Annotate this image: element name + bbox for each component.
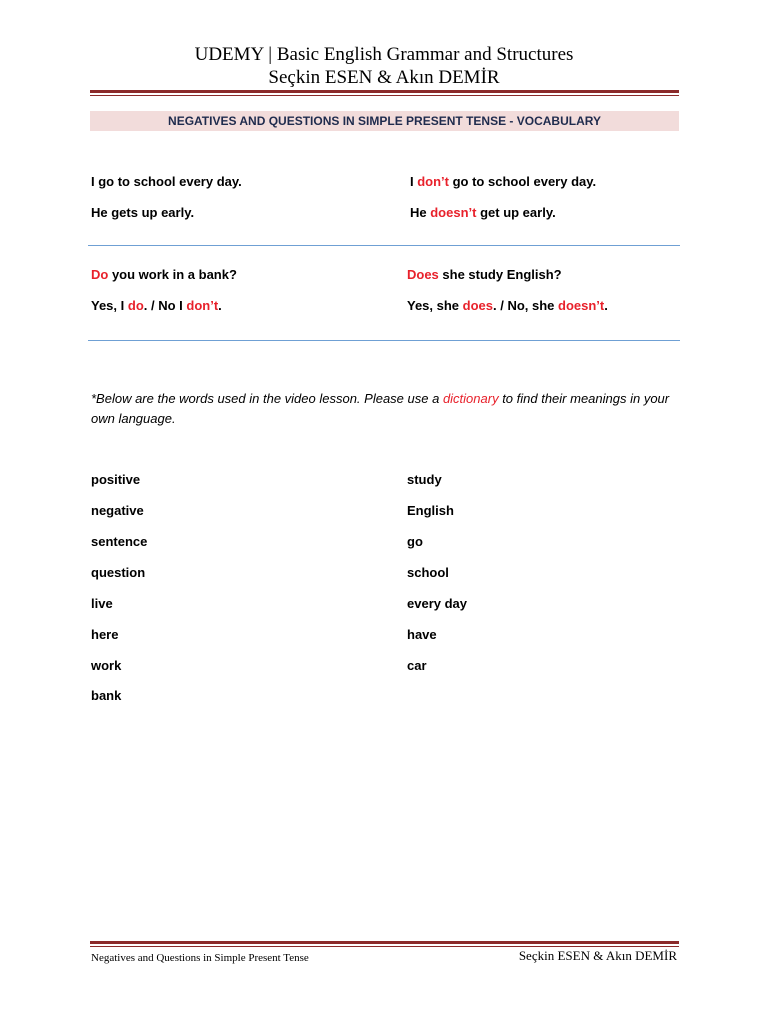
footer-rule-thick bbox=[90, 941, 679, 944]
affirmative-sentence-1: I go to school every day. bbox=[91, 174, 242, 189]
vocab-word: here bbox=[91, 627, 119, 642]
negative-keyword: don’t bbox=[417, 174, 449, 189]
question-do: Do you work in a bank? bbox=[91, 267, 237, 282]
vocab-word: live bbox=[91, 596, 113, 611]
footer-authors: Seçkin ESEN & Akın DEMİR bbox=[518, 948, 677, 963]
footer-rule-thin bbox=[90, 946, 679, 947]
header-rule-thin bbox=[90, 95, 679, 96]
question-does: Does she study English? bbox=[407, 267, 562, 282]
section-banner: NEGATIVES AND QUESTIONS IN SIMPLE PRESENT TENSE - VOCABULARY bbox=[90, 111, 679, 131]
negative-sentence-2: He doesn’t get up early. bbox=[410, 205, 556, 220]
footer-title: Negatives and Questions in Simple Present Tense bbox=[91, 952, 309, 964]
vocab-word: bank bbox=[91, 688, 122, 703]
vocab-word: work bbox=[91, 658, 122, 673]
vocab-word: question bbox=[91, 565, 146, 580]
divider-line bbox=[88, 340, 680, 341]
document-title: UDEMY | Basic English Grammar and Structures bbox=[194, 44, 574, 65]
instruction-note: *Below are the words used in the video lesson. Please use a dictionary to find their meanings in your own language. bbox=[91, 391, 670, 426]
dictionary-link[interactable]: dictionary bbox=[442, 391, 499, 406]
vocab-word: English bbox=[407, 503, 454, 518]
document-authors: Seçkin ESEN & Akın DEMİR bbox=[268, 67, 500, 88]
affirmative-sentence-2: He gets up early. bbox=[91, 205, 195, 220]
vocab-word: positive bbox=[91, 472, 141, 487]
vocab-word: school bbox=[407, 565, 449, 580]
vocab-word: study bbox=[407, 472, 442, 487]
vocab-word: sentence bbox=[91, 534, 148, 549]
answer-does: Yes, she does. / No, she doesn’t. bbox=[407, 298, 608, 313]
header-rule-thick bbox=[90, 90, 679, 93]
vocab-word: have bbox=[407, 627, 437, 642]
divider-line bbox=[88, 245, 680, 246]
vocab-word: every day bbox=[407, 596, 467, 611]
vocab-word: go bbox=[407, 534, 423, 549]
vocab-word: car bbox=[407, 658, 427, 673]
answer-do: Yes, I do. / No I don’t. bbox=[91, 298, 222, 313]
negative-sentence-1: I don’t go to school every day. bbox=[410, 174, 597, 189]
negative-keyword: doesn’t bbox=[430, 205, 477, 220]
question-keyword: Do bbox=[91, 267, 109, 282]
question-keyword: Does bbox=[407, 267, 439, 282]
vocab-word: negative bbox=[91, 503, 144, 518]
